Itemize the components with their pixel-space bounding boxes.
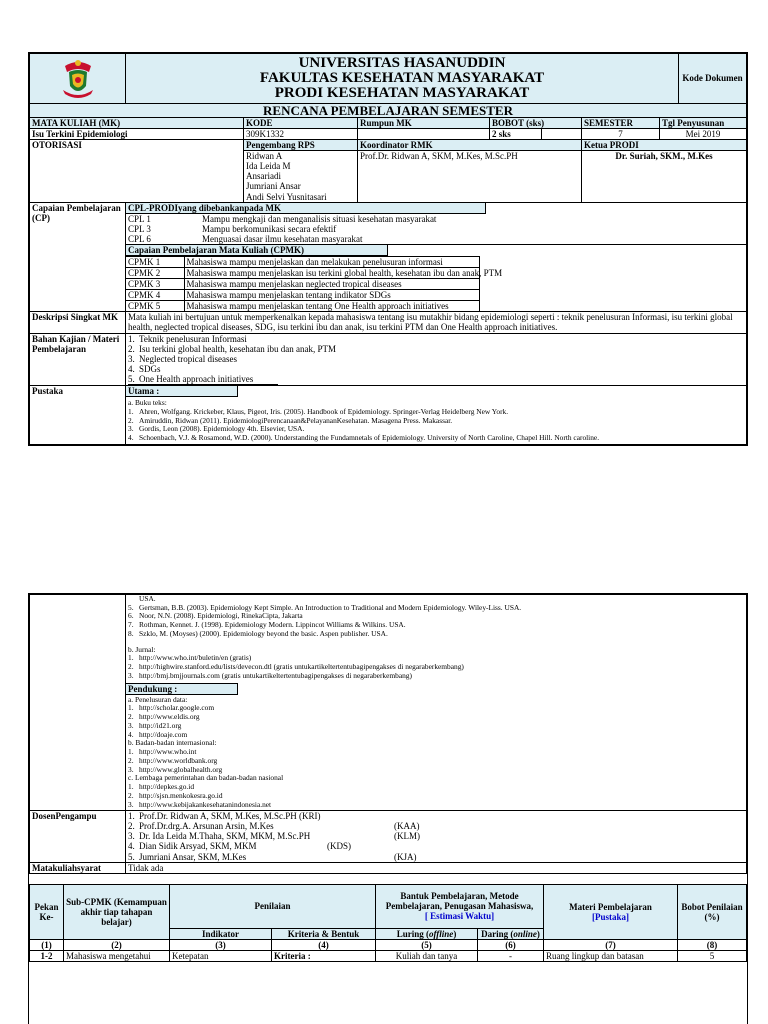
- penelusuran-label: a. Penelusuran data:: [128, 694, 188, 704]
- list-item: 4. http://doaje.com: [128, 729, 188, 739]
- list-item: 8. Szklo, M. (Moyses) (2000). Epidemiology beyond the basic. Aspen publisher. USA.: [128, 628, 388, 638]
- kode-value: 309K1332: [244, 129, 358, 140]
- schedule-table: [29, 884, 747, 962]
- list-item: CPMK 2 Mahasiswa mampu menjelaskan isu terkini global health, kesehatan ibu dan anak, PTM: [128, 268, 503, 279]
- list-item: 5. One Health approach initiatives: [128, 374, 278, 385]
- ketua-value: Dr. Suriah, SKM., M.Kes: [582, 151, 747, 202]
- prodi-name: PRODI KESEHATAN MASYARAKAT: [274, 85, 530, 101]
- list-item: 2. http://www.worldbank.org: [128, 755, 218, 765]
- col-number: (7): [544, 939, 678, 950]
- pustaka-cont-block: [126, 595, 747, 811]
- col-number: (2): [64, 939, 170, 950]
- pendukung-label: Pendukung :: [126, 683, 238, 695]
- list-item: 2. Prof.Dr.drg.A. Arsunan Arsin, M.Kes (KAA): [128, 821, 420, 832]
- rumpun-label: Rumpun MK: [358, 118, 490, 129]
- list-item: 6. Noor, N.N. (2008). Epidemiologi, RinekaCipta, Jakarta: [128, 611, 303, 621]
- jurnal-label: b. Jurnal:: [128, 644, 156, 654]
- list-item: 3. http://www.kebijakankesehatanindonesia.net: [128, 799, 272, 809]
- cpl-block: [126, 202, 747, 244]
- doc-code-label: Kode Dokumen: [679, 54, 747, 104]
- mk-value: Isu Terkini Epidemiologi: [30, 129, 244, 140]
- tgl-label: Tgl Penyusunan: [660, 118, 747, 129]
- title-cell: [126, 54, 679, 104]
- rumpun-value: [358, 129, 490, 140]
- list-item: 3. http://www.globalhealth.org: [128, 764, 223, 774]
- col-number: (1): [30, 939, 64, 950]
- pengembang-name: Andi Selvi Yusnitasari: [246, 191, 327, 202]
- semester-value: 7: [582, 129, 660, 140]
- rps-title: RENCANA PEMBELAJARAN SEMESTER: [30, 104, 747, 118]
- list-item: 1. http://depkes.go.id: [128, 782, 195, 792]
- cpmk-block: [126, 244, 747, 311]
- bahan-list: [126, 333, 747, 385]
- col-bantuk: Bantuk Pembelajaran, Metode Pembelajaran, Penugasan Mahasiswa, [ Estimasi Waktu]: [376, 884, 544, 928]
- university-name: UNIVERSITAS HASANUDDIN: [298, 55, 506, 71]
- cpl-list: [126, 214, 746, 244]
- col-number: (3): [170, 939, 272, 950]
- list-item: CPL 6 Menguasai dasar ilmu kesehatan masyarakat: [128, 233, 363, 244]
- tgl-value: Mei 2019: [660, 129, 747, 140]
- col-subcpmk: Sub-CPMK (Kemampuan akhir tiap tahapan belajar): [64, 884, 170, 939]
- bobot-label: BOBOT (sks): [490, 118, 582, 129]
- list-item: 1. http://www.who.int/buletin/en (gratis): [128, 653, 252, 663]
- pengembang-name: Ida Leida M: [246, 161, 291, 172]
- list-item: 2. http://highwire.stanford.edu/lists/devecon.dtl (gratis untukartikeltertentubagipengakses di negaraberkembang): [128, 662, 464, 672]
- pustaka-label: Pustaka: [30, 385, 126, 444]
- list-item: 3. http://bmj.bmjjournals.com (gratis untukartikeltertentubagipengakses di negaraberkembang): [128, 670, 412, 680]
- list-item: 7. Rothman, Kennet. J. (1998). Epidemiology Modern. Lippincot Williams & Wilkins. USA.: [128, 620, 406, 630]
- list-item: CPMK 4 Mahasiswa mampu menjelaskan tentang indikator SDGs: [126, 290, 480, 301]
- pengembang-label: Pengembang RPS: [244, 140, 358, 151]
- col-number: (6): [478, 939, 544, 950]
- list-item: 4. Schoenbach, V.J. & Rosamond, W.D. (2000). Understanding the Fundamnetals of Epidemiology. University of North Caroline, Chapel Hill. North caroline.: [128, 432, 600, 442]
- kode-label: KODE: [244, 118, 358, 129]
- list-item: 1. http://www.who.int: [128, 747, 197, 757]
- rps-page-2: [28, 593, 748, 1024]
- header-table: [29, 53, 747, 118]
- col-number: (5): [376, 939, 478, 950]
- koordinator-value: Prof.Dr. Ridwan A, SKM, M.Kes, M.Sc.PH: [358, 151, 582, 202]
- koordinator-label: Koordinator RMK: [358, 140, 582, 151]
- pustaka-cont-label: [30, 595, 126, 811]
- list-item: 4. Dian Sidik Arsyad, SKM, MKM (KDS): [128, 841, 351, 852]
- list-item: 2. http://sjsn.menkokesra.go.id: [128, 790, 223, 800]
- dosen-label: DosenPengampu: [30, 811, 126, 862]
- semester-label: SEMESTER: [582, 118, 660, 129]
- col-number: (4): [272, 939, 376, 950]
- list-item: 3. Gordis, Leon (2008). Epidemiology 4th. Elsevier, USA.: [128, 424, 305, 434]
- table-row: 1-2 Mahasiswa mengetahui Ketepatan Kriteria : Kuliah dan tanya - Ruang lingkup dan batasan 5: [30, 950, 747, 961]
- col-luring: Luring (offline): [376, 928, 478, 939]
- pengembang-name: Ansariadi: [246, 171, 282, 182]
- list-item: 2. http://www.eldis.org: [128, 712, 200, 722]
- cont-usa: USA.: [139, 594, 156, 603]
- faculty-name: FAKULTAS KESEHATAN MASYARAKAT: [259, 70, 545, 86]
- list-item: 3. Neglected tropical diseases: [128, 353, 237, 364]
- list-item: 4. SDGs: [128, 363, 161, 374]
- otorisasi-label: OTORISASI: [30, 140, 244, 202]
- list-item: 2. Amiruddin, Ridwan (2011). EpidemiologiPerencanaan&PelayananKesehatan. Masagena Press. Makassar.: [128, 415, 453, 425]
- col-pekan: Pekan Ke-: [30, 884, 64, 939]
- list-item: CPMK 3 Mahasiswa mampu menjelaskan neglected tropical diseases: [126, 279, 480, 290]
- syarat-label: Matakuliahsyarat: [30, 862, 126, 873]
- dosen-list: [126, 811, 747, 862]
- deskripsi-label: Deskripsi Singkat MK: [30, 312, 126, 333]
- utama-label: Utama :: [126, 386, 238, 397]
- list-item: 1. Ahren, Wolfgang. Krickeber, Klaus, Pigeot, Iris. (2005). Handbook of Epidemiology. Springer-Verlag Heidelberg New York.: [128, 406, 509, 416]
- list-item: 5. Jumriani Ansar, SKM, M.Kes (KJA): [128, 851, 417, 862]
- col-indikator: Indikator: [170, 928, 272, 939]
- list-item: CPMK 5 Mahasiswa mampu menjelaskan tentang One Health approach initiatives: [126, 301, 480, 312]
- cpmk-head: Capaian Pembelajaran Mata Kuliah (CPMK): [126, 245, 388, 256]
- pengembang-list: [244, 151, 358, 202]
- ketua-label: Ketua PRODI: [582, 140, 747, 151]
- col-penilaian: Penilaian: [170, 884, 376, 928]
- list-item: 5. Gertsman, B.B. (2003). Epidemiology Kept Simple. An Introduction to Traditional and Modern Epidemiology. Wiley-Liss. USA.: [128, 602, 522, 612]
- list-item: 1. Teknik penelusuran Informasi: [128, 333, 247, 344]
- pengembang-name: Ridwan A: [246, 151, 283, 162]
- cpmk-list: [126, 256, 503, 312]
- pengembang-name: Jumriani Ansar: [246, 181, 301, 192]
- cpl-head: CPL-PRODIyang dibebankanpada MK: [126, 203, 486, 214]
- bobot-extra: [542, 129, 582, 140]
- list-item: 3. Dr. Ida Leida M.Thaha, SKM, MKM, M.Sc.PH (KLM): [128, 831, 420, 842]
- bahan-label: Bahan Kajian / Materi Pembelajaran: [30, 333, 126, 385]
- list-item: 1. http://scholar.google.com: [128, 703, 215, 713]
- bobot-value: 2 sks: [490, 129, 542, 140]
- col-daring: Daring (online): [478, 928, 544, 939]
- list-item: 3. http://id21.org: [128, 720, 182, 730]
- content-table-2: [29, 594, 747, 874]
- badan-label: b. Badan-badan internasional:: [128, 738, 217, 748]
- syarat-value: Tidak ada: [126, 862, 747, 873]
- rps-page-1: [28, 52, 748, 446]
- pustaka-block: [126, 385, 747, 444]
- lembaga-label: c. Lembaga pemerintahan dan badan-badan nasional: [128, 773, 284, 783]
- list-item: 2. Isu terkini global health, kesehatan ibu dan anak, PTM: [128, 343, 336, 354]
- list-item: 1. Prof.Dr. Ridwan A, SKM, M.Kes, M.Sc.PH (KRI): [128, 811, 321, 822]
- col-materi: Materi Pembelajaran [Pustaka]: [544, 884, 678, 939]
- course-table: [29, 117, 747, 203]
- col-kriteria: Kriteria & Bentuk: [272, 928, 376, 939]
- cp-label: Capaian Pembelajaran (CP): [30, 202, 126, 312]
- university-logo-icon: [61, 56, 95, 98]
- content-table: [29, 202, 747, 445]
- deskripsi-text: Mata kuliah ini bertujuan untuk memperkenalkan kepada mahasiswa tentang isu mutakhir bidang epidemiologi seperti : teknik penelusuran Informasi, isu terkini global health, neglected tropical diseases, SDG, isu terkini ibu dan anak, isu terkini PTM dan One Health approach initiatives.: [126, 312, 747, 333]
- col-bobot: Bobot Penilaian (%): [678, 884, 747, 939]
- list-item: CPL 3 Mampu berkomunikasi secara efektif: [128, 223, 337, 234]
- logo-cell: [30, 54, 126, 104]
- col-number: (8): [678, 939, 747, 950]
- mk-label: MATA KULIAH (MK): [30, 118, 244, 129]
- list-item: CPL 1 Mampu mengkaji dan menganalisis situasi kesehatan masyarakat: [128, 213, 437, 224]
- buku-label: a. Buku teks:: [128, 398, 167, 408]
- list-item: CPMK 1 Mahasiswa mampu menjelaskan dan melakukan penelusuran informasi: [126, 257, 480, 268]
